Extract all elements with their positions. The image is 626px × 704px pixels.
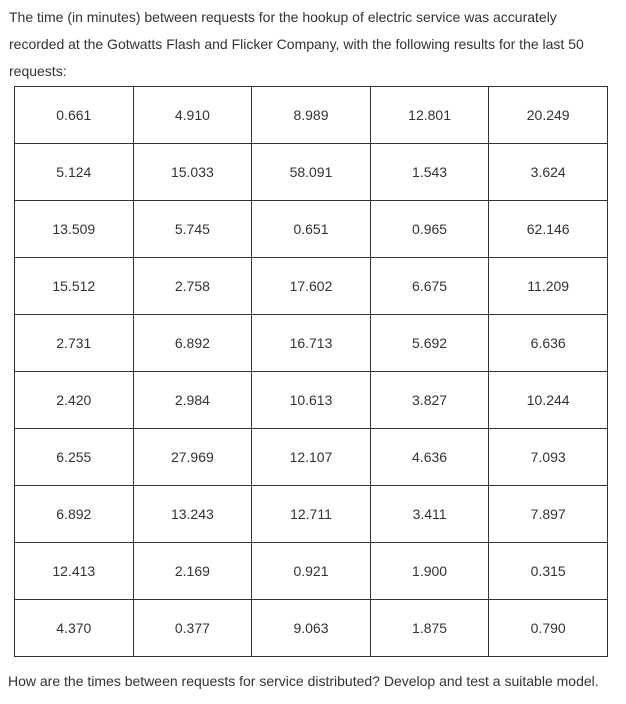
table-cell: 10.613 xyxy=(252,372,371,429)
table-cell: 2.758 xyxy=(133,258,252,315)
table-cell: 7.897 xyxy=(489,486,608,543)
table-cell: 0.315 xyxy=(489,543,608,600)
table-cell: 2.169 xyxy=(133,543,252,600)
table-row xyxy=(15,486,608,543)
table-cell: 1.875 xyxy=(370,600,489,657)
table-row xyxy=(15,429,608,486)
table-cell: 0.965 xyxy=(370,201,489,258)
table-cell: 12.801 xyxy=(370,87,489,144)
table-cell: 6.892 xyxy=(133,315,252,372)
table-cell: 3.624 xyxy=(489,144,608,201)
table-row xyxy=(15,372,608,429)
problem-page xyxy=(0,4,626,704)
table-cell: 4.910 xyxy=(133,87,252,144)
table-cell: 3.827 xyxy=(370,372,489,429)
table-cell: 20.249 xyxy=(489,87,608,144)
table-cell: 15.033 xyxy=(133,144,252,201)
table-cell: 12.107 xyxy=(252,429,371,486)
table-cell: 0.921 xyxy=(252,543,371,600)
table-cell: 10.244 xyxy=(489,372,608,429)
table-cell: 0.790 xyxy=(489,600,608,657)
table-cell: 6.255 xyxy=(15,429,134,486)
table-cell: 2.731 xyxy=(15,315,134,372)
problem-question-text: How are the times between requests for service distributed? Develop and test a suitable model. xyxy=(8,673,599,689)
table-row xyxy=(15,315,608,372)
table-cell: 6.636 xyxy=(489,315,608,372)
table-cell: 15.512 xyxy=(15,258,134,315)
table-cell: 2.420 xyxy=(15,372,134,429)
table-cell: 11.209 xyxy=(489,258,608,315)
table-cell: 4.370 xyxy=(15,600,134,657)
table-cell: 12.711 xyxy=(252,486,371,543)
table-cell: 27.969 xyxy=(133,429,252,486)
table-cell: 5.692 xyxy=(370,315,489,372)
table-cell: 13.243 xyxy=(133,486,252,543)
table-cell: 1.900 xyxy=(370,543,489,600)
table-cell: 0.651 xyxy=(252,201,371,258)
table-cell: 4.636 xyxy=(370,429,489,486)
table-cell: 13.509 xyxy=(15,201,134,258)
table-row xyxy=(15,543,608,600)
data-table-body xyxy=(15,87,608,657)
data-table xyxy=(14,86,608,657)
table-cell: 17.602 xyxy=(252,258,371,315)
table-cell: 1.543 xyxy=(370,144,489,201)
table-cell: 58.091 xyxy=(252,144,371,201)
table-cell: 62.146 xyxy=(489,201,608,258)
table-cell: 2.984 xyxy=(133,372,252,429)
table-cell: 7.093 xyxy=(489,429,608,486)
problem-intro-text: The time (in minutes) between requests for the hookup of electric service was accurately recorded at the Gotwatts Flash and Flicker Company, with the following results for the last 50 requests: xyxy=(9,9,584,79)
table-cell: 12.413 xyxy=(15,543,134,600)
table-cell: 0.377 xyxy=(133,600,252,657)
table-row xyxy=(15,258,608,315)
table-cell: 5.124 xyxy=(15,144,134,201)
table-row xyxy=(15,144,608,201)
table-cell: 5.745 xyxy=(133,201,252,258)
table-cell: 0.661 xyxy=(15,87,134,144)
table-cell: 6.892 xyxy=(15,486,134,543)
table-cell: 9.063 xyxy=(252,600,371,657)
table-cell: 16.713 xyxy=(252,315,371,372)
table-cell: 6.675 xyxy=(370,258,489,315)
table-row xyxy=(15,201,608,258)
table-row xyxy=(15,87,608,144)
table-row xyxy=(15,600,608,657)
table-cell: 3.411 xyxy=(370,486,489,543)
table-cell: 8.989 xyxy=(252,87,371,144)
